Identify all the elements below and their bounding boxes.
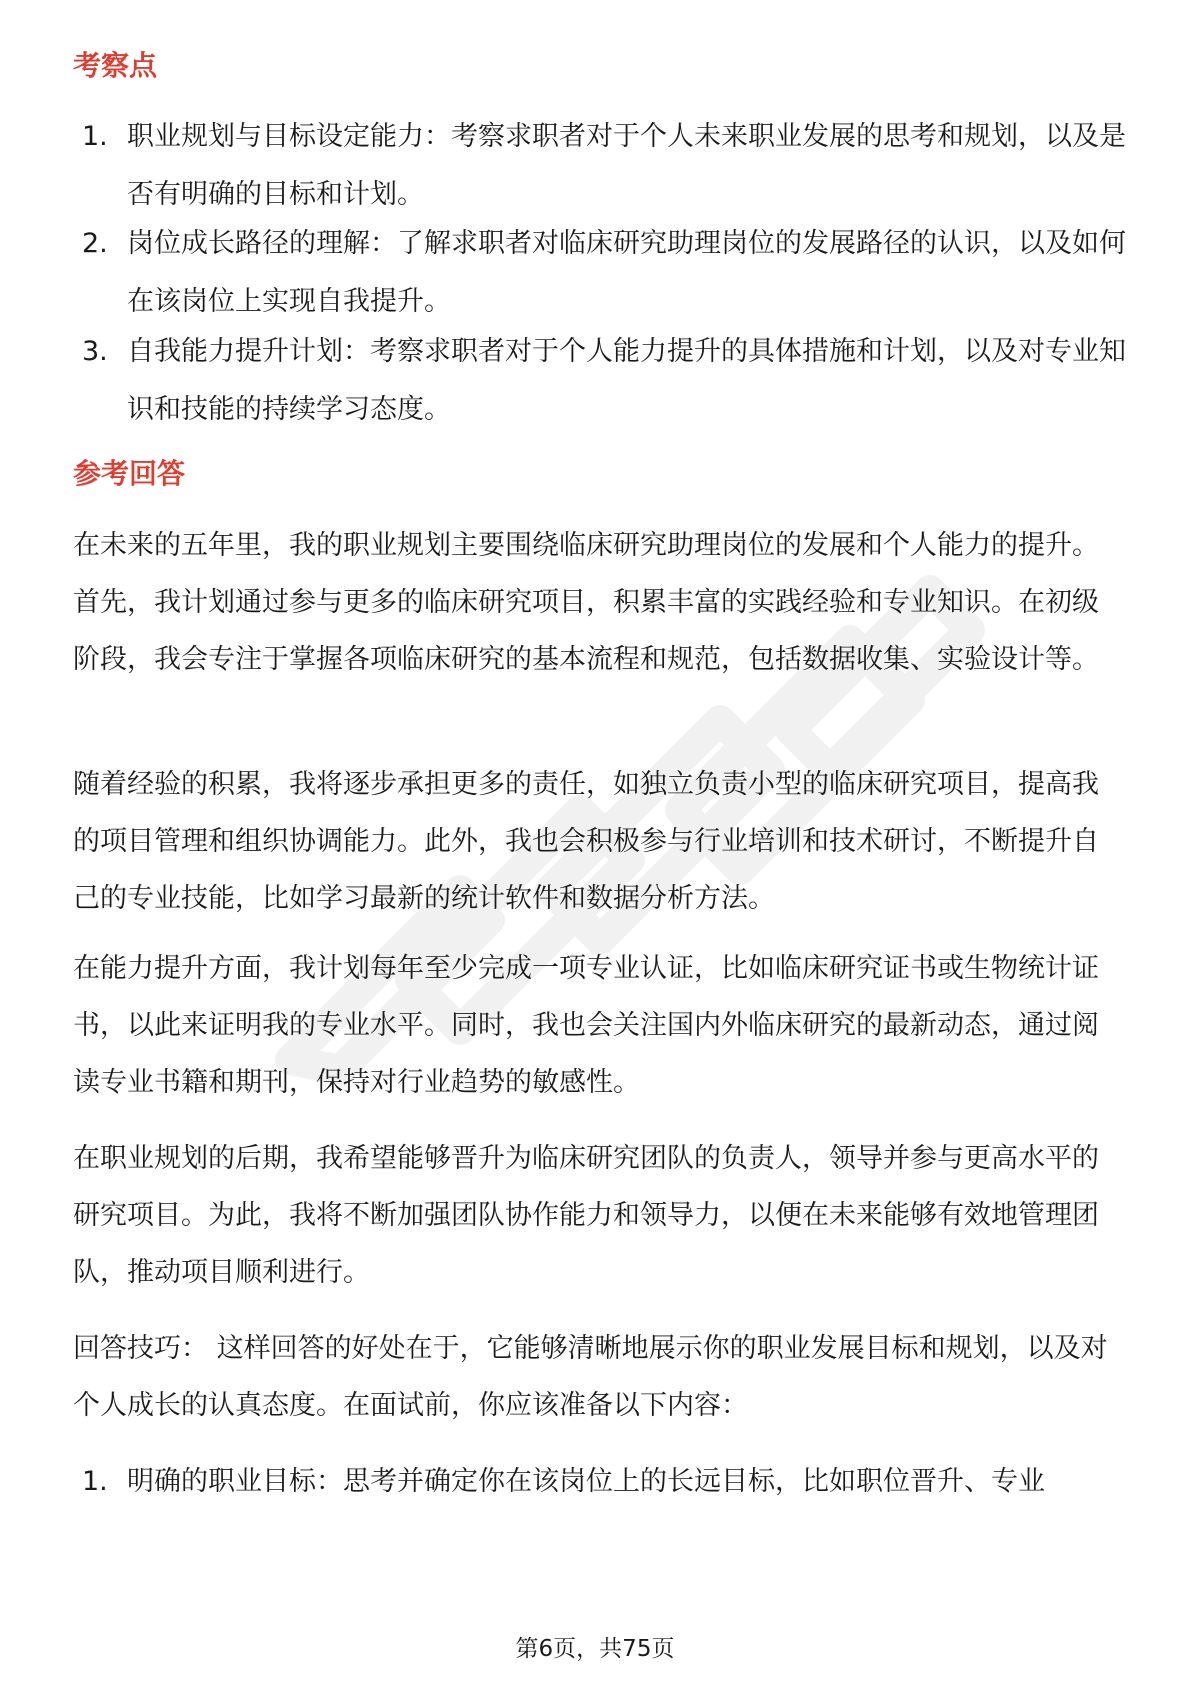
answer-paragraph: 在职业规划的后期，我希望能够晋升为临床研究团队的负责人，领导并参与更高水平的研究项目。为此，我将不断加强团队协作能力和领导力，以便在未来能够有效地管理团队，推动项目顺利进行。 xyxy=(73,1143,1099,1288)
answer-paragraph: 在未来的五年里，我的职业规划主要围绕临床研究助理岗位的发展和个人能力的提升。首先，我计划通过参与更多的临床研究项目，积累丰富的实践经验和专业知识。在初级阶段，我会专注于掌握各项临床研究的基本流程和规范，包括数据收集、实验设计等。 xyxy=(73,530,1099,675)
page-footer: 第6页，共75页 xyxy=(515,1636,675,1662)
list-text: 自我能力提升计划：考察求职者对于个人能力提升的具体措施和计划，以及对专业知识和技能的持续学习态度。 xyxy=(127,336,1126,425)
answer-paragraph: 随着经验的积累，我将逐步承担更多的责任，如独立负责小型的临床研究项目，提高我的项目管理和组织协调能力。此外，我也会积极参与行业培训和技术研讨，不断提升自己的专业技能，比如学习最新的统计软件和数据分析方法。 xyxy=(73,769,1099,914)
answer-paragraph: 在能力提升方面，我计划每年至少完成一项专业认证，比如临床研究证书或生物统计证书，以此来证明我的专业水平。同时，我也会关注国内外临床研究的最新动态，通过阅读专业书籍和期刊，保持对行业趋势的敏感性。 xyxy=(73,953,1099,1098)
list-text: 职业规划与目标设定能力：考察求职者对于个人未来职业发展的思考和规划，以及是否有明确的目标和计划。 xyxy=(127,121,1126,210)
list-text: 明确的职业目标：思考并确定你在该岗位上的长远目标，比如职位晋升、专业 xyxy=(127,1466,1045,1497)
section-heading-exam-points: 考察点 xyxy=(73,49,158,82)
list-number: 1. xyxy=(82,121,108,152)
list-number: 3. xyxy=(82,336,108,367)
list-number: 1. xyxy=(82,1466,108,1497)
section-heading-reference-answer: 参考回答 xyxy=(73,457,186,490)
answer-tips-paragraph: 回答技巧： 这样回答的好处在于，它能够清晰地展示你的职业发展目标和规划，以及对个人成长的认真态度。在面试前，你应该准备以下内容： xyxy=(73,1333,1108,1421)
list-text: 岗位成长路径的理解：了解求职者对临床研究助理岗位的发展路径的认识，以及如何在该岗位上实现自我提升。 xyxy=(127,228,1126,317)
list-number: 2. xyxy=(82,228,108,259)
